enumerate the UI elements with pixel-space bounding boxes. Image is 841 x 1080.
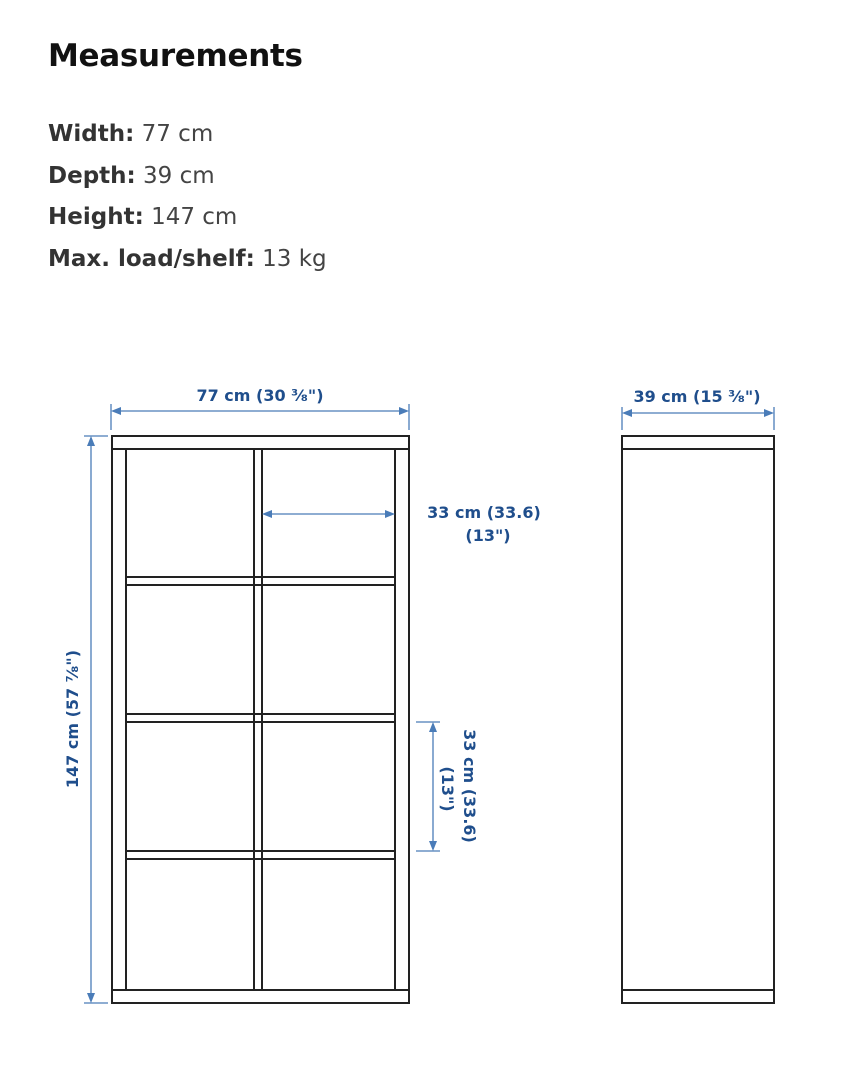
- shelf-center-divider: [254, 449, 262, 990]
- compartment-width-dimension: [262, 503, 541, 545]
- spec-value: 147 cm: [151, 204, 238, 230]
- width-label: 77 cm (30 ³⁄₈"): [196, 386, 324, 405]
- spec-value: 77 cm: [141, 121, 214, 147]
- depth-label: 39 cm (15 ³⁄₈"): [633, 387, 761, 406]
- page-title: Measurements: [48, 38, 303, 74]
- shelf-bottom-board: [112, 990, 409, 1003]
- shelf-horizontal-board: [126, 851, 395, 859]
- shelf-horizontal-board: [126, 714, 395, 722]
- side-panel: [622, 449, 774, 990]
- compartment-height-label-line1: 33 cm (33.6): [460, 729, 479, 843]
- height-label: 147 cm (57 ⁷⁄₈"): [63, 649, 82, 789]
- spec-label: Width:: [48, 121, 135, 147]
- spec-value: 13 kg: [262, 245, 327, 272]
- shelf-side-view: [622, 436, 774, 1003]
- depth-dimension: [622, 387, 774, 430]
- compartment-height-dimension: [416, 722, 479, 851]
- height-dimension: [63, 436, 108, 1003]
- spec-label: Height:: [48, 204, 144, 230]
- shelf-horizontal-board: [126, 577, 395, 585]
- width-dimension: [111, 386, 409, 430]
- side-bottom-board: [622, 990, 774, 1003]
- spec-label: Max. load/shelf:: [48, 245, 255, 272]
- compartment-width-label-line2: (13"): [465, 526, 511, 545]
- compartment-width-label-line1: 33 cm (33.6): [427, 503, 541, 522]
- spec-label: Depth:: [48, 162, 136, 189]
- shelf-top-board: [112, 436, 409, 449]
- shelf-front-view: [112, 436, 409, 1003]
- compartment-height-label-line2: (13"): [438, 766, 457, 812]
- side-top-board: [622, 436, 774, 449]
- spec-value: 39 cm: [143, 162, 215, 189]
- shelf-right-side: [395, 449, 409, 990]
- shelf-left-side: [112, 449, 126, 990]
